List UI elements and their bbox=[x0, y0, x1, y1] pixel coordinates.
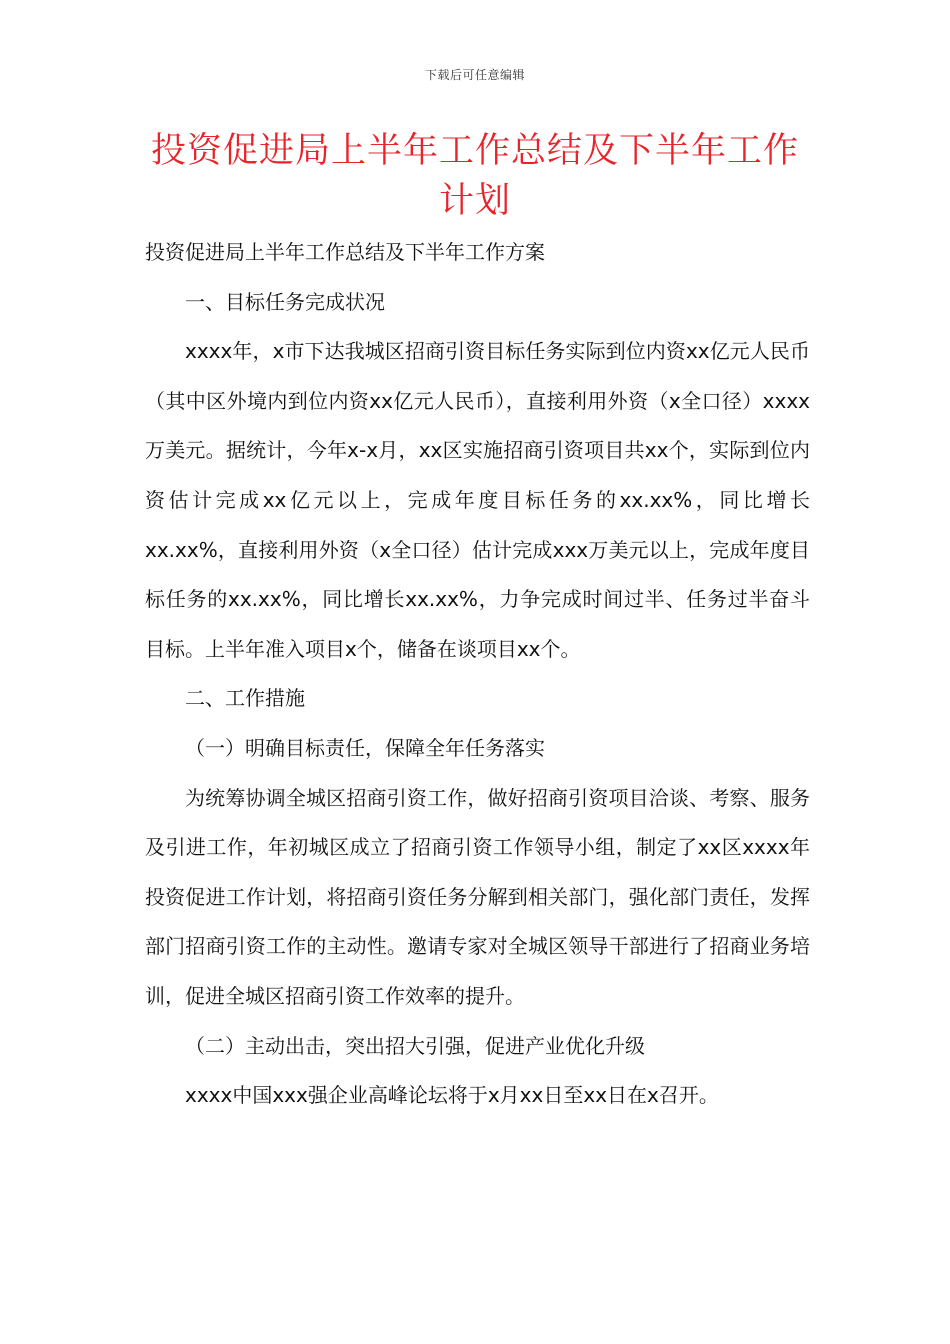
document-subtitle: 投资促进局上半年工作总结及下半年工作方案 bbox=[145, 240, 545, 264]
document-body bbox=[145, 228, 810, 1121]
body-paragraph-3: xxxx中国xxx强企业高峰论坛将于x月xx日至xx日在x召开。 bbox=[185, 1083, 719, 1108]
section-heading-1: 一、目标任务完成状况 bbox=[185, 289, 385, 314]
body-paragraph-2: 为统筹协调全城区招商引资工作，做好招商引资项目洽谈、考察、服务及引进工作，年初城区成立了招商引资工作领导小组，制定了xx区xxxx年投资促进工作计划，将招商引资任务分解到相关部门，强化部门责任，发挥部门招商引资工作的主动性。邀请专家对全城区领导干部进行了招商业务培训，促进全城区招商引资工作效率的提升。 bbox=[145, 785, 810, 1008]
subsection-heading-2: （二）主动出击，突出招大引强，促进产业优化升级 bbox=[185, 1033, 645, 1058]
subsection-heading-1: （一）明确目标责任，保障全年任务落实 bbox=[185, 735, 545, 760]
body-paragraph-1: xxxx年，x市下达我城区招商引资目标任务实际到位内资xx亿元人民币（其中区外境内到位内资xx亿元人民币），直接利用外资（x全口径）xxxx万美元。据统计，今年x-x月，xx区实施招商引资项目共xx个，实际到位内资估计完成xx亿元以上，完成年度目标任务的xx.xx%，同比增长xx.xx%，直接利用外资（x全口径）估计完成xxx万美元以上，完成年度目标任务的xx.xx%，同比增长xx.xx%，力争完成时间过半、任务过半奋斗目标。上半年准入项目x个，储备在谈项目xx个。 bbox=[145, 339, 810, 661]
page-header-note: 下载后可任意编辑 bbox=[424, 68, 525, 82]
document-title: 投资促进局上半年工作总结及下半年工作计划 bbox=[150, 131, 799, 221]
section-heading-2: 二、工作措施 bbox=[185, 686, 305, 711]
